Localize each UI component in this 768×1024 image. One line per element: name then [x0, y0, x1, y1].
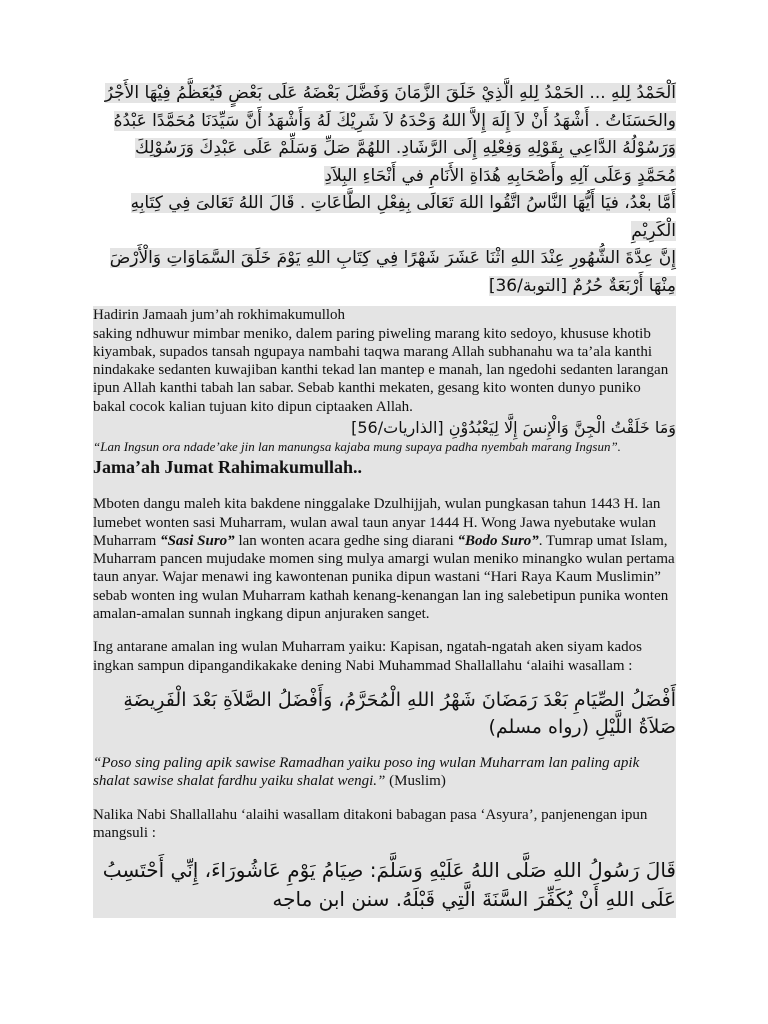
paragraph-muharram-text-3: . Tumrap umat Islam, Muharram pancen mujudake momen sing mulya amargi wulan meniko minangko wulan pertama taun anyar. Wajar menawi ing kawontenan punika dipun wastani “Hari Raya Kaum Muslimin” sebab wonten ing wulan Muharram kathah kenang-kenangan lan ing salebetipun punika wonten amalan-amalan sunnah ingkang dipun anjuraken sanget. — [93, 532, 675, 623]
verse-translation: “Lan Ingsun ora ndade’ake jin lan manungsa kajaba mung supaya padha nyembah marang Ingsun”. — [93, 439, 621, 455]
arabic-amma-badu — [93, 190, 676, 245]
document-page — [93, 80, 676, 918]
jamaah-heading: Jama’ah Jumat Rahimakumullah.. — [93, 457, 363, 478]
hadith-translation-text: “Poso sing paling apik sawise Ramadhan yaiku poso ing wulan Muharram lan paling apik shalat sawise shalat fardhu yaiku shalat wengi.” — [93, 755, 640, 790]
bodo-suro-emphasis: “Bodo Suro” — [457, 532, 539, 549]
hadith-translation — [93, 754, 676, 791]
sasi-suro-emphasis: “Sasi Suro” — [160, 532, 235, 549]
arabic-verse-attaubah-text: إِنَّ عِدَّةَ الشُّهُورِ عِنْدَ اللهِ اثْنَا عَشَرَ شَهْرًا فِي كِتَابِ اللهِ يَوْمَ خَلَقَ السَّمَاوَاتِ وَالْأَرْضَ مِنْهَا أَرْبَعَةٌ حُرُمٌ [التوبة/36] — [109, 248, 676, 296]
arabic-opening-text — [93, 80, 676, 190]
hadith-source: (Muslim) — [385, 773, 446, 790]
paragraph-asyura: Nalika Nabi Shallallahu ‘alaihi wasallam ditakoni babagan pasa ‘Asyura’, panjenengan ipun mangsuli : — [93, 806, 648, 841]
arabic-verse-attaubah — [93, 245, 676, 300]
arabic-amma-badu-text: أَمَّا بعْدُ، فيَا أَيُّهَا النَّاسُ اتَّقُوا اللهَ تَعَالَى بِفِعْلِ الطَّاعَاتِ . قَالَ اللهُ تَعَالىَ فِي كِتَابِهِ الْكَرِيْمِ — [130, 193, 676, 241]
paragraph-muharram — [93, 495, 676, 623]
arabic-hadith-muslim: أَفْضَلُ الصِّيَامِ بَعْدَ رَمَضَانَ شَهْرُ اللهِ الْمُحَرَّمُ، وَأَفْضَلُ الصَّلاَةِ بَعْدَ الْفَرِيضَةِ صَلاَةُ اللَّيْلِ (رواه مسلم) — [123, 688, 676, 739]
hadirin-heading: Hadirin Jamaah jum’ah rokhimakumulloh — [93, 307, 346, 324]
main-body-block — [93, 306, 676, 918]
paragraph-muharram-text-1: Mboten dangu maleh kita bakdene ninggalake Dzulhijjah, wulan pungkasan tahun 1443 H. lan lumebet wonten sasi Muharram, wulan awal taun anyar 1444 H. Wong Jawa nyebutake wulan Muharram — [93, 496, 661, 549]
paragraph-muharram-text-2: lan wonten acara gedhe sing diarani — [234, 532, 458, 549]
arabic-opening-line: اَلْحَمْدُ لِلهِ ... الحَمْدُ لِلهِ الَّذِيْ خَلَقَ الزَّمَانَ وَفَضَّلَ بَعْضَهُ عَلَى بَعْضٍ فَيُعَظَّمُ فِيْهَا الأَجْرُ والحَسَنَاتُ . أَشْهَدُ أَنْ لاَ إِلَهَ إِلاَّ اللهُ وَحْدَهُ لاَ شَرِيْكَ لَهُ وَأَشْهَدُ أَنَّ سَيِّدَنَا مُحَمَّدًا عَبْدُهُ وَرَسُوْلُهُ الدَّاعِي بِقَوْلِهِ وَفِعْلِهِ إِلَى الرَّشَادِ. اللهُمَّ صَلِّ وَسَلِّمْ عَلَى عَبْدِكَ وَرَسُوْلِكَ مُحَمَّدٍ وَعَلَى آلِهِ وأَصْحَابِهِ هُدَاةِ الأَنَامِ في أَنْحَاءِ البِلاَدِ — [104, 83, 676, 186]
paragraph-amalan: Ing antarane amalan ing wulan Muharram yaiku: Kapisan, ngatah-ngatah aken siyam kados ingkan sampun dipangandikakake dening Nabi Muhammad Shallallahu ‘alaihi wasallam : — [93, 639, 642, 674]
arabic-hadith-ibnu-majah: قَالَ رَسُولُ اللهِ صَلَّى اللهُ عَلَيْهِ وَسَلَّمَ: صِيَامُ يَوْمِ عَاشُورَاءَ، إِنِّي أَحْتَسِبُ عَلَى اللهِ أَنْ يُكَفِّرَ السَّنَةَ الَّتِي قَبْلَهُ. سنن ابن ماجه — [102, 858, 676, 912]
arabic-verse-adzariyat: وَمَا خَلَقْتُ الْجِنَّ وَالْإِنسَ إِلَّا لِيَعْبُدُوْنِ [الذاريات/56] — [351, 418, 676, 438]
hadirin-body: saking ndhuwur mimbar meniko, dalem paring piweling marang kito sedoyo, khususe khotib kiyambak, supados tansah ngupaya nambahi taqwa marang Allah subhanahu wa ta’ala kanthi nindakake sedanten kuwajiban kanthi tekad lan mantep e manah, lan ngedohi sedanten larangan ipun Allah kanthi tabah lan sabar. Sebab kanthi mekaten, gesang kito wonten dunyo puniko bakal cocok kalian tujuan kito dipun ciptaaken Allah. — [93, 325, 669, 415]
